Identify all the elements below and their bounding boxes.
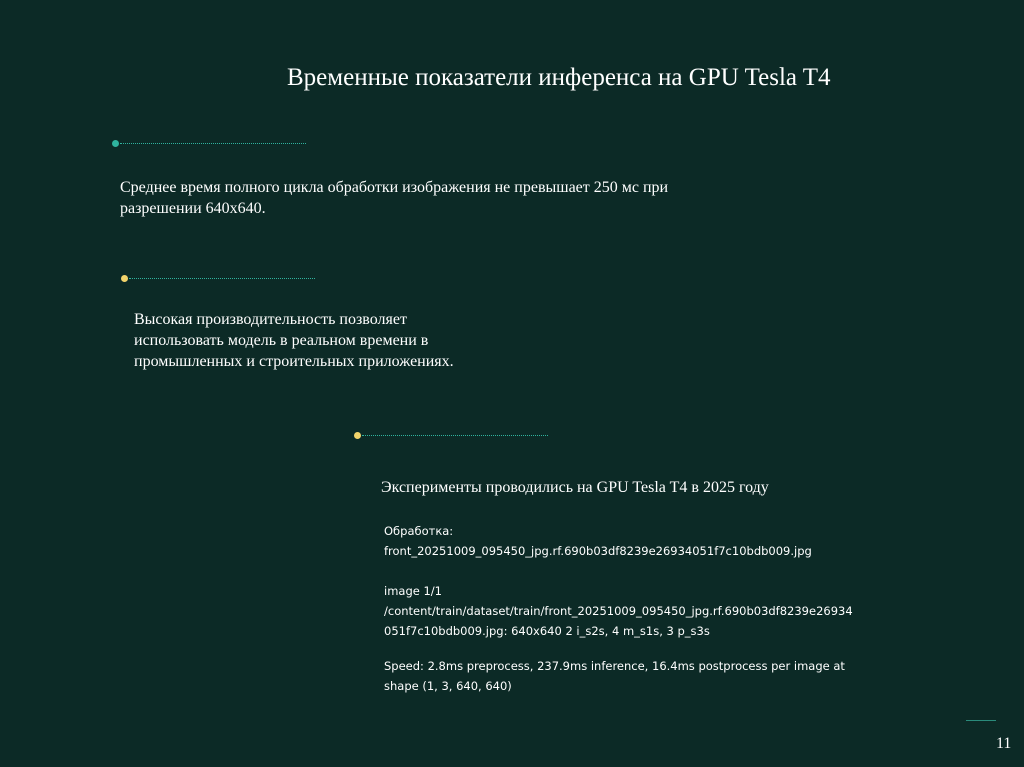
bullet-text-3-line-1: Эксперименты проводились на GPU Tesla T4 в 2025 году	[381, 479, 769, 496]
bullet-text-2-line-3: промышленных и строительных приложениях.	[134, 353, 454, 370]
dotted-divider	[129, 278, 315, 279]
bullet-text-1-line-2: разрешении 640х640.	[120, 200, 266, 217]
log-spacer	[384, 561, 884, 581]
teal-dot-icon	[112, 140, 119, 147]
bullet-text-1-line-1: Среднее время полного цикла обработки изображения не превышает 250 мс при	[120, 179, 669, 196]
page-number: 11	[996, 735, 1012, 752]
dotted-divider	[362, 435, 548, 436]
footer-divider	[966, 720, 996, 721]
inference-log	[384, 521, 884, 641]
log-processing-label: Обработка:	[384, 524, 454, 538]
bullet-text-2-line-2: использовать модель в реальном времени в	[134, 332, 429, 349]
slide-title: Временные показатели инференса на GPU Tesla T4	[287, 64, 831, 91]
log-processing-file: front_20251009_095450_jpg.rf.690b03df8239e26934051f7c10bdb009.jpg	[384, 544, 812, 558]
bullet-text-2	[134, 309, 554, 372]
log-speed-line-1: Speed: 2.8ms preprocess, 237.9ms inference, 16.4ms postprocess per image at	[384, 659, 845, 673]
log-speed-line-2: shape (1, 3, 640, 640)	[384, 679, 512, 693]
log-image-line-3: 051f7c10bdb009.jpg: 640x640 2 i_s2s, 4 m_s1s, 3 p_s3s	[384, 624, 710, 638]
yellow-dot-icon	[354, 432, 361, 439]
bullet-text-3	[381, 477, 901, 498]
bullet-text-1	[120, 177, 740, 219]
yellow-dot-icon	[121, 275, 128, 282]
speed-log	[384, 656, 884, 696]
log-image-line-1: image 1/1	[384, 584, 442, 598]
log-image-line-2: /content/train/dataset/train/front_20251009_095450_jpg.rf.690b03df8239e26934	[384, 604, 853, 618]
dotted-divider	[120, 143, 306, 144]
bullet-text-2-line-1: Высокая производительность позволяет	[134, 311, 407, 328]
